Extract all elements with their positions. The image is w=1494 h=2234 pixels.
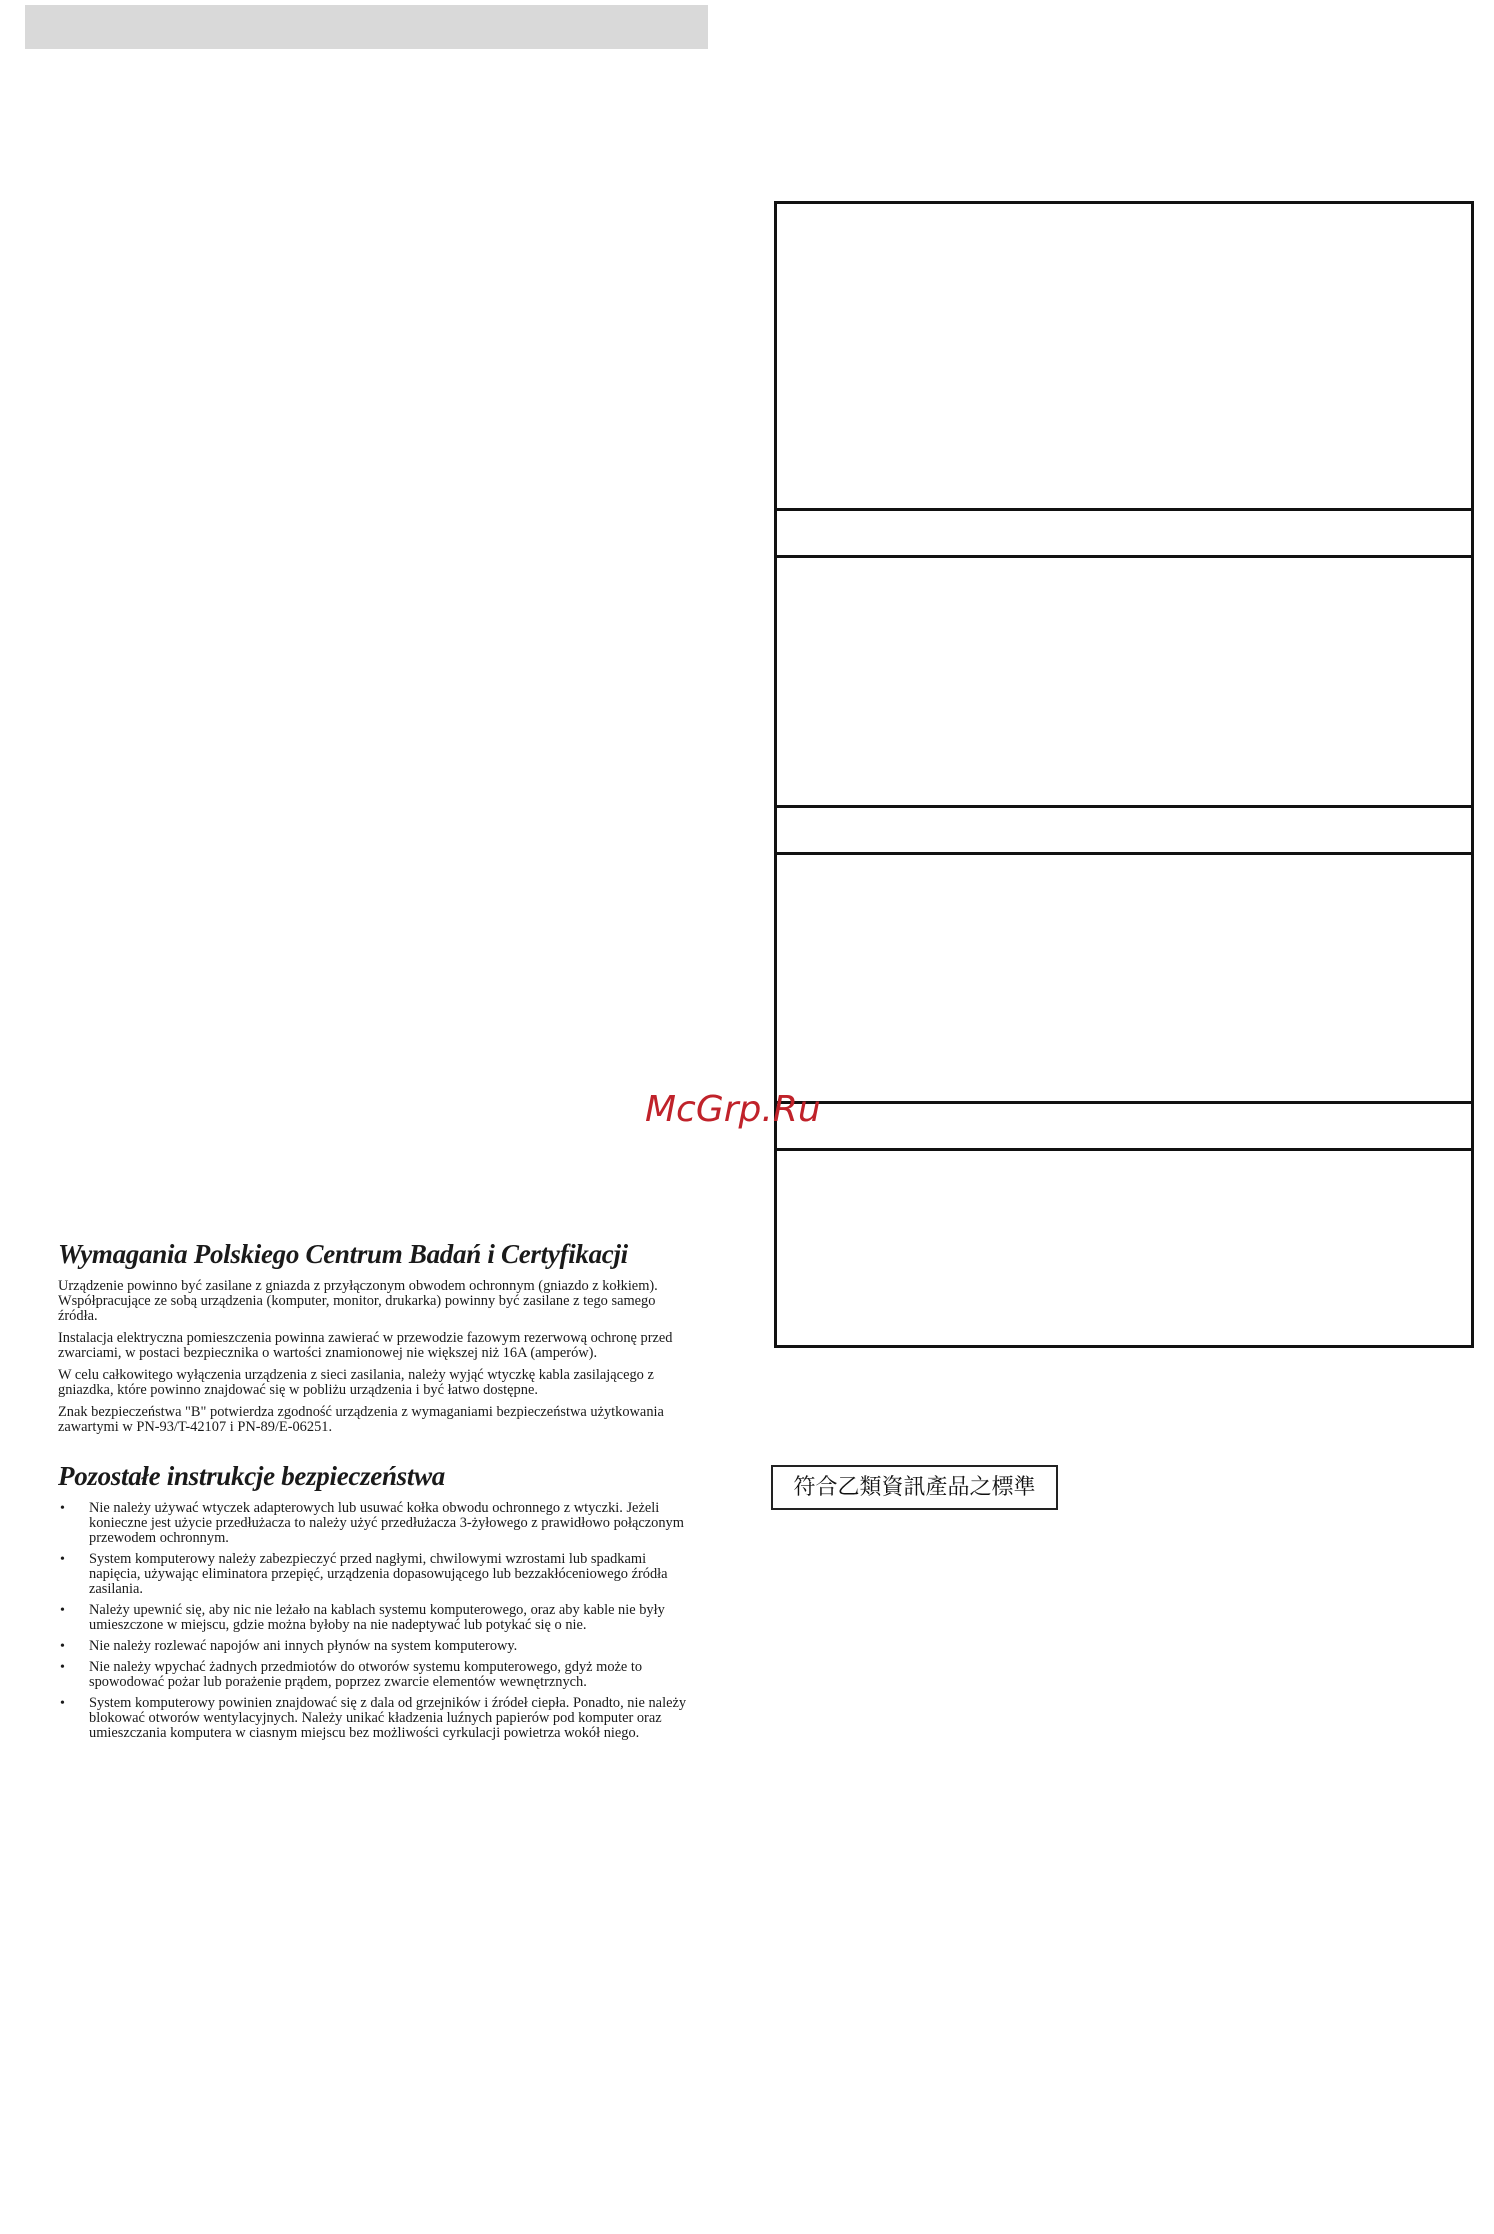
paragraph: W celu całkowitego wyłączenia urządzenia z sieci zasilania, należy wyjąć wtyczkę kabla zasilającego z gniazdka, które powinno znajdować się w pobliżu urządzenia i być łatwo dostępne. — [58, 1367, 654, 1398]
list-item — [58, 1552, 688, 1597]
table-row — [777, 1104, 1471, 1151]
list-item-text: System komputerowy powinien znajdować się z dala od grzejników i źródeł ciepła. Ponadto, nie należy blokować otworów wentylacyjnych. Należy unikać kładzenia luźnych papierów pod komputer oraz umieszczania komputera w ciasnym miejscu bez możliwości cyrkulacji powietrza wokół niego. — [89, 1695, 687, 1741]
bullet-icon: • — [60, 1696, 65, 1711]
table-row — [777, 511, 1471, 558]
list-item-text: Nie należy używać wtyczek adapterowych lub usuwać kołka obwodu ochronnego z wtyczki. Jeżeli konieczne jest użycie przedłużacza to należy użyć przedłużacza 3-żyłowego z prawidłowo połączonym przewodem ochronnym. — [89, 1500, 684, 1546]
list-item — [58, 1696, 688, 1741]
list-item-text: Nie należy wpychać żadnych przedmiotów do otworów systemu komputerowego, gdyż może to spowodować pożar lub porażenie prądem, poprzez zwarcie elementów wewnętrznych. — [89, 1659, 643, 1690]
polish-certification-section — [58, 1237, 688, 1747]
bullet-icon: • — [60, 1639, 65, 1654]
list-item-text: Nie należy rozlewać napojów ani innych płynów na system komputerowy. — [89, 1638, 518, 1654]
header-bar — [25, 5, 708, 49]
taiwan-class-b-label: 符合乙類資訊產品之標準 — [771, 1465, 1058, 1510]
safety-list — [58, 1501, 688, 1741]
paragraph: Znak bezpieczeństwa "B" potwierdza zgodność urządzenia z wymaganiami bezpieczeństwa użytkowania zawartymi w PN-93/T-42107 i PN-89/E-06251. — [58, 1404, 664, 1435]
bullet-icon: • — [60, 1660, 65, 1675]
table-row — [777, 855, 1471, 1104]
polish-requirements-heading: Wymagania Polskiego Centrum Badań i Certyfikacji — [58, 1239, 628, 1269]
paragraph: Urządzenie powinno być zasilane z gniazda z przyłączonym obwodem ochronnym (gniazdo z kołkiem). Współpracujące ze sobą urządzenia (komputer, monitor, drukarka) powinny być zasilane z tego samego źródła. — [58, 1278, 658, 1324]
blank-table — [774, 201, 1474, 1348]
list-item — [58, 1660, 688, 1690]
bullet-icon: • — [60, 1552, 65, 1567]
list-item — [58, 1639, 688, 1654]
table-row — [777, 808, 1471, 855]
bullet-icon: • — [60, 1603, 65, 1618]
list-item — [58, 1603, 688, 1633]
table-row — [777, 558, 1471, 808]
table-row — [777, 204, 1471, 511]
bullet-icon: • — [60, 1501, 65, 1516]
list-item — [58, 1501, 688, 1546]
watermark: McGrp.Ru — [645, 1089, 821, 1130]
paragraph: Instalacja elektryczna pomieszczenia powinna zawierać w przewodzie fazowym rezerwową ochronę przed zwarciami, w postaci bezpiecznika o wartości znamionowej nie większej niż 16A (amperów). — [58, 1330, 673, 1361]
list-item-text: Należy upewnić się, aby nic nie leżało na kablach systemu komputerowego, oraz aby kable nie były umieszczone w miejscu, gdzie można byłoby na nie nadeptywać lub potykać się o nie. — [89, 1602, 665, 1633]
safety-instructions-heading: Pozostałe instrukcje bezpieczeństwa — [58, 1461, 445, 1491]
table-row — [777, 1151, 1471, 1345]
list-item-text: System komputerowy należy zabezpieczyć przed nagłymi, chwilowymi wzrostami lub spadkami napięcia, używając eliminatora przepięć, urządzenia dopasowującego lub bezzakłóceniowego źródła zasilania. — [89, 1551, 668, 1597]
